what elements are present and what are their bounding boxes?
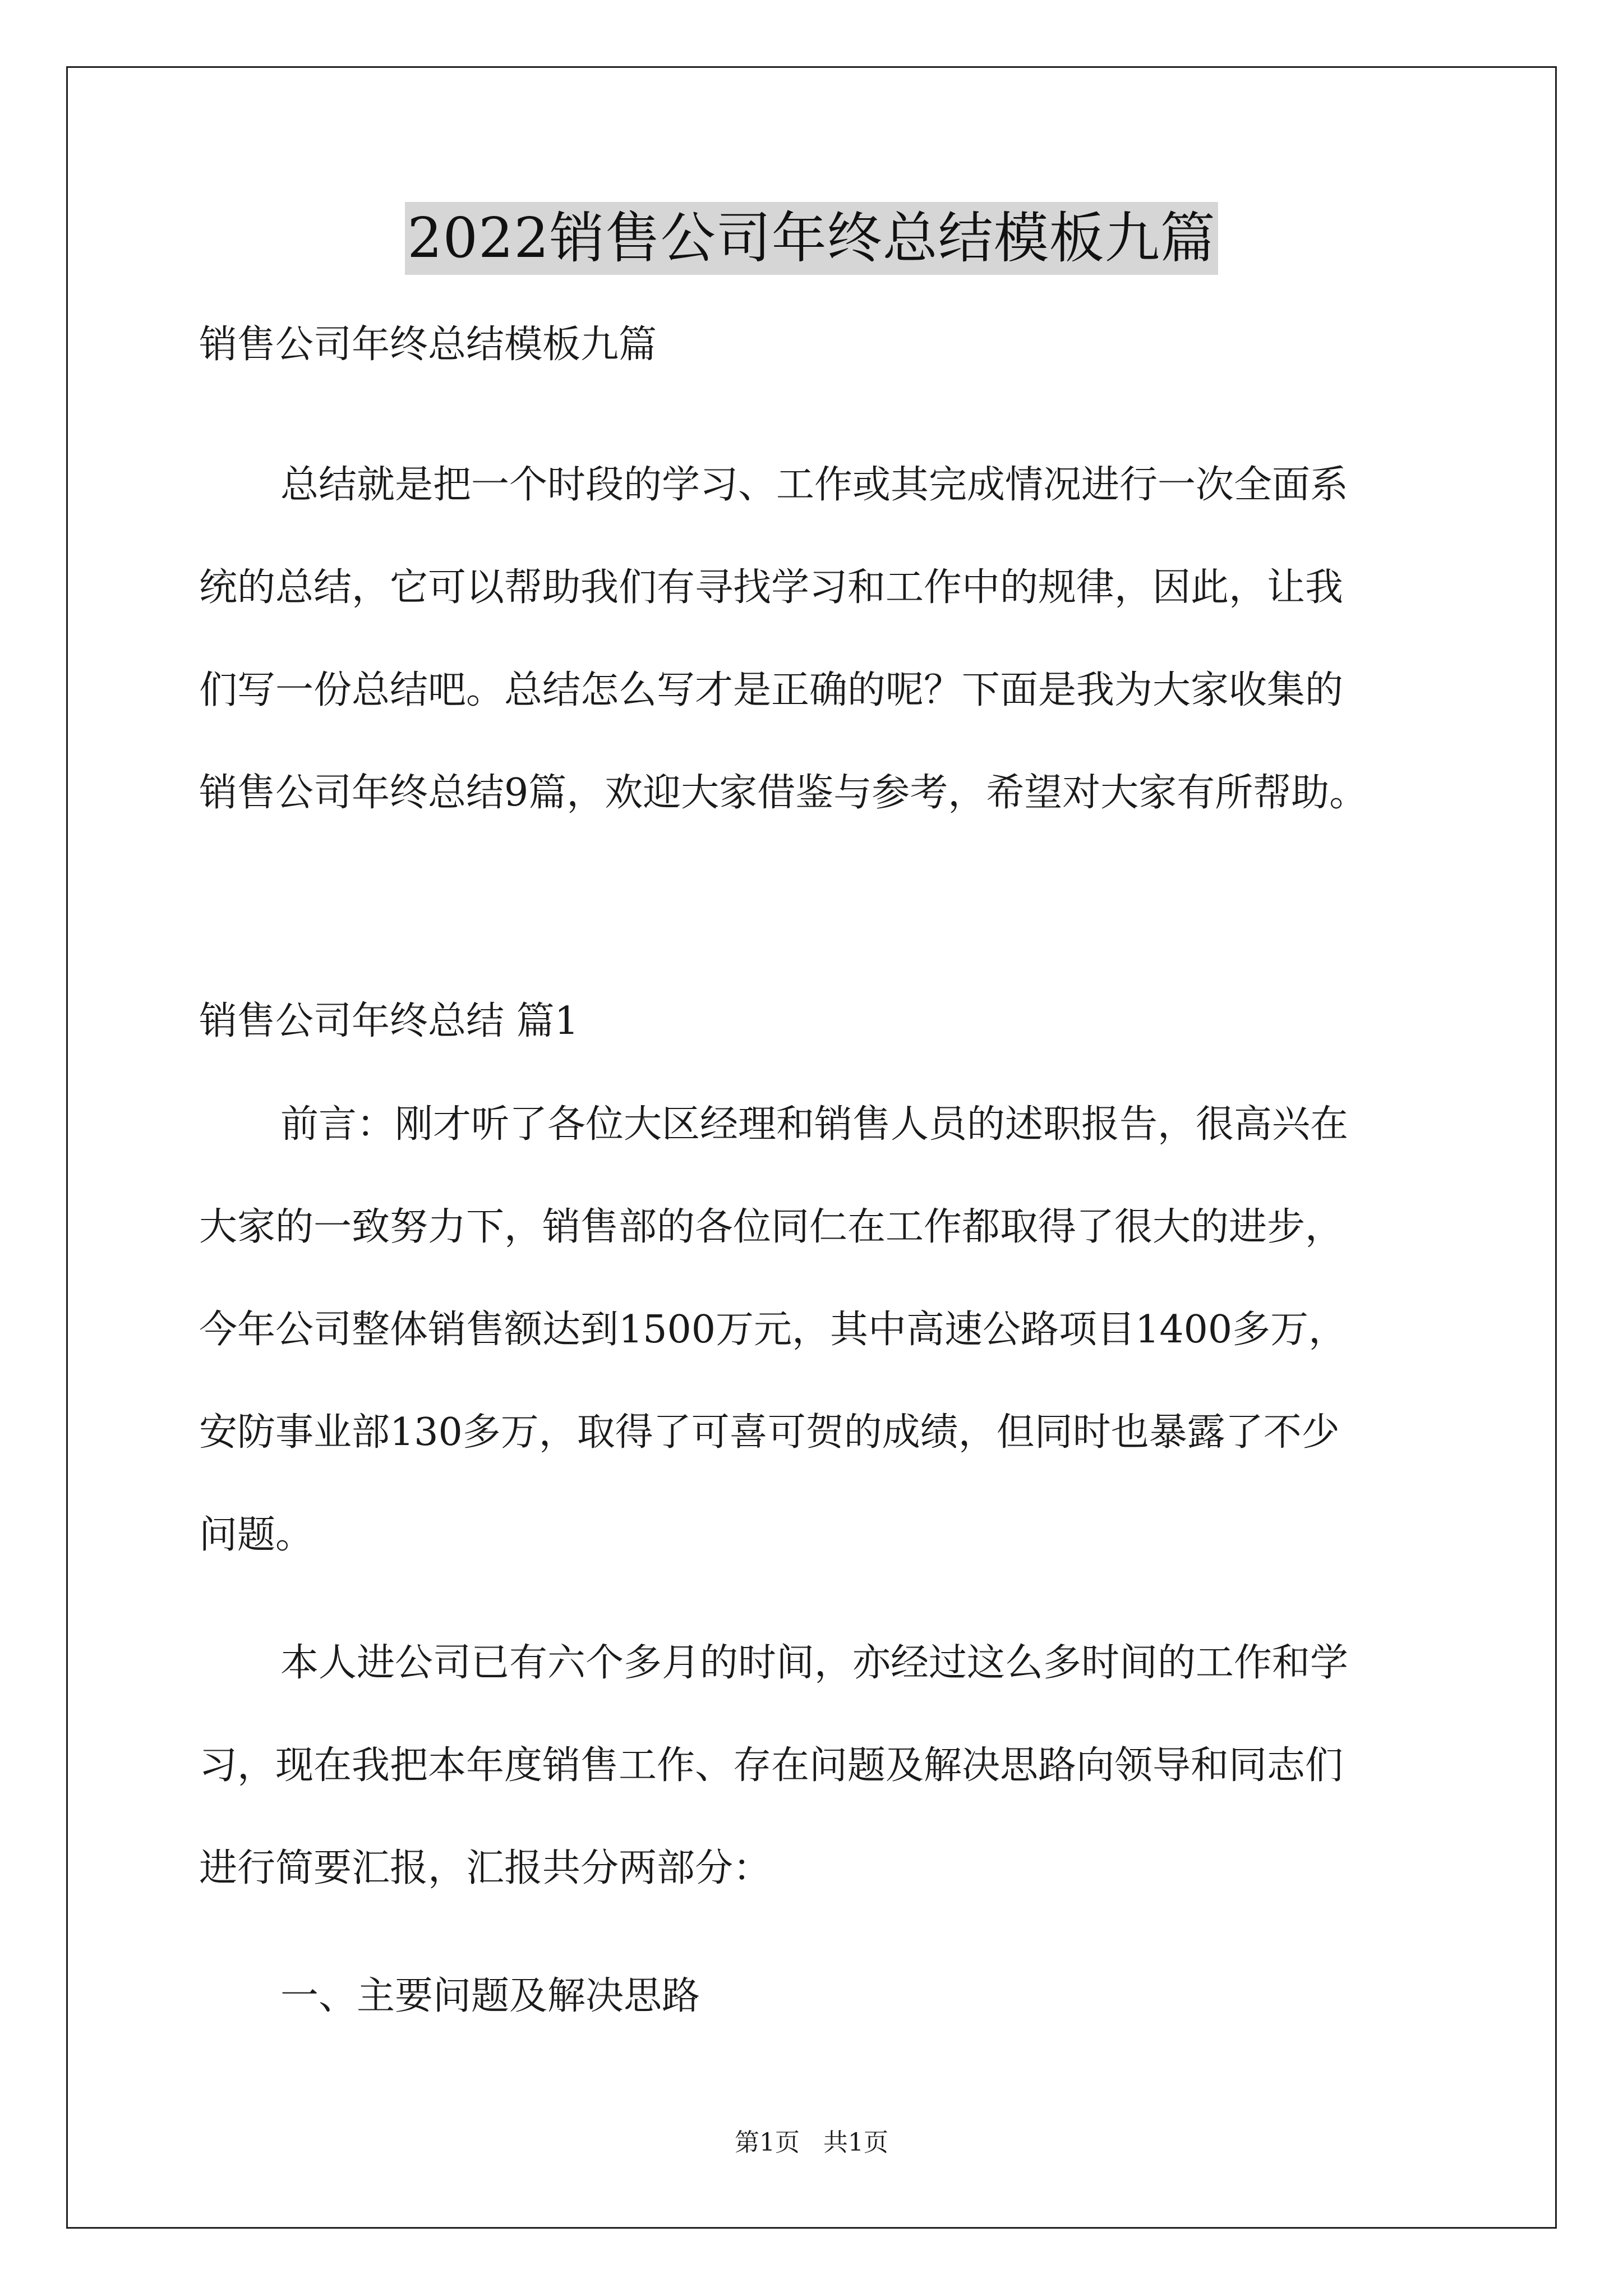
document-subtitle: 销售公司年终总结模板九篇 (199, 323, 657, 367)
page-total: 共1页 (823, 2128, 888, 2157)
section-heading: 销售公司年终总结 篇1 (199, 999, 579, 1043)
para2-line-2: 习，现在我把本年度销售工作、存在问题及解决思路向领导和同志们 (199, 1743, 1344, 1788)
intro-line-4: 销售公司年终总结9篇，欢迎大家借鉴与参考，希望对大家有所帮助。 (199, 771, 1368, 815)
intro-line-3: 们写一份总结吧。总结怎么写才是正确的呢？下面是我为大家收集的 (199, 668, 1344, 712)
para1-line-5: 问题。 (199, 1513, 314, 1557)
title-container (0, 202, 1623, 275)
intro-line-2: 统的总结，它可以帮助我们有寻找学习和工作中的规律，因此，让我 (199, 565, 1344, 610)
point-heading: 一、主要问题及解决思路 (280, 1974, 700, 2018)
para1-line-3: 今年公司整体销售额达到1500万元，其中高速公路项目1400多万， (199, 1308, 1347, 1352)
document-title: 2022销售公司年终总结模板九篇 (405, 202, 1218, 275)
para2-line-1: 本人进公司已有六个多月的时间，亦经过这么多时间的工作和学 (280, 1641, 1349, 1685)
para1-line-1: 前言：刚才听了各位大区经理和销售人员的述职报告，很高兴在 (280, 1102, 1349, 1147)
para1-line-4: 安防事业部130多万，取得了可喜可贺的成绩，但同时也暴露了不少 (199, 1410, 1340, 1455)
page-current: 第1页 (735, 2128, 800, 2157)
intro-line-1: 总结就是把一个时段的学习、工作或其完成情况进行一次全面系 (280, 463, 1349, 507)
page-footer (0, 2126, 1623, 2160)
para2-line-3: 进行简要汇报，汇报共分两部分： (199, 1846, 772, 1890)
para1-line-2: 大家的一致努力下，销售部的各位同仁在工作都取得了很大的进步， (199, 1205, 1344, 1249)
